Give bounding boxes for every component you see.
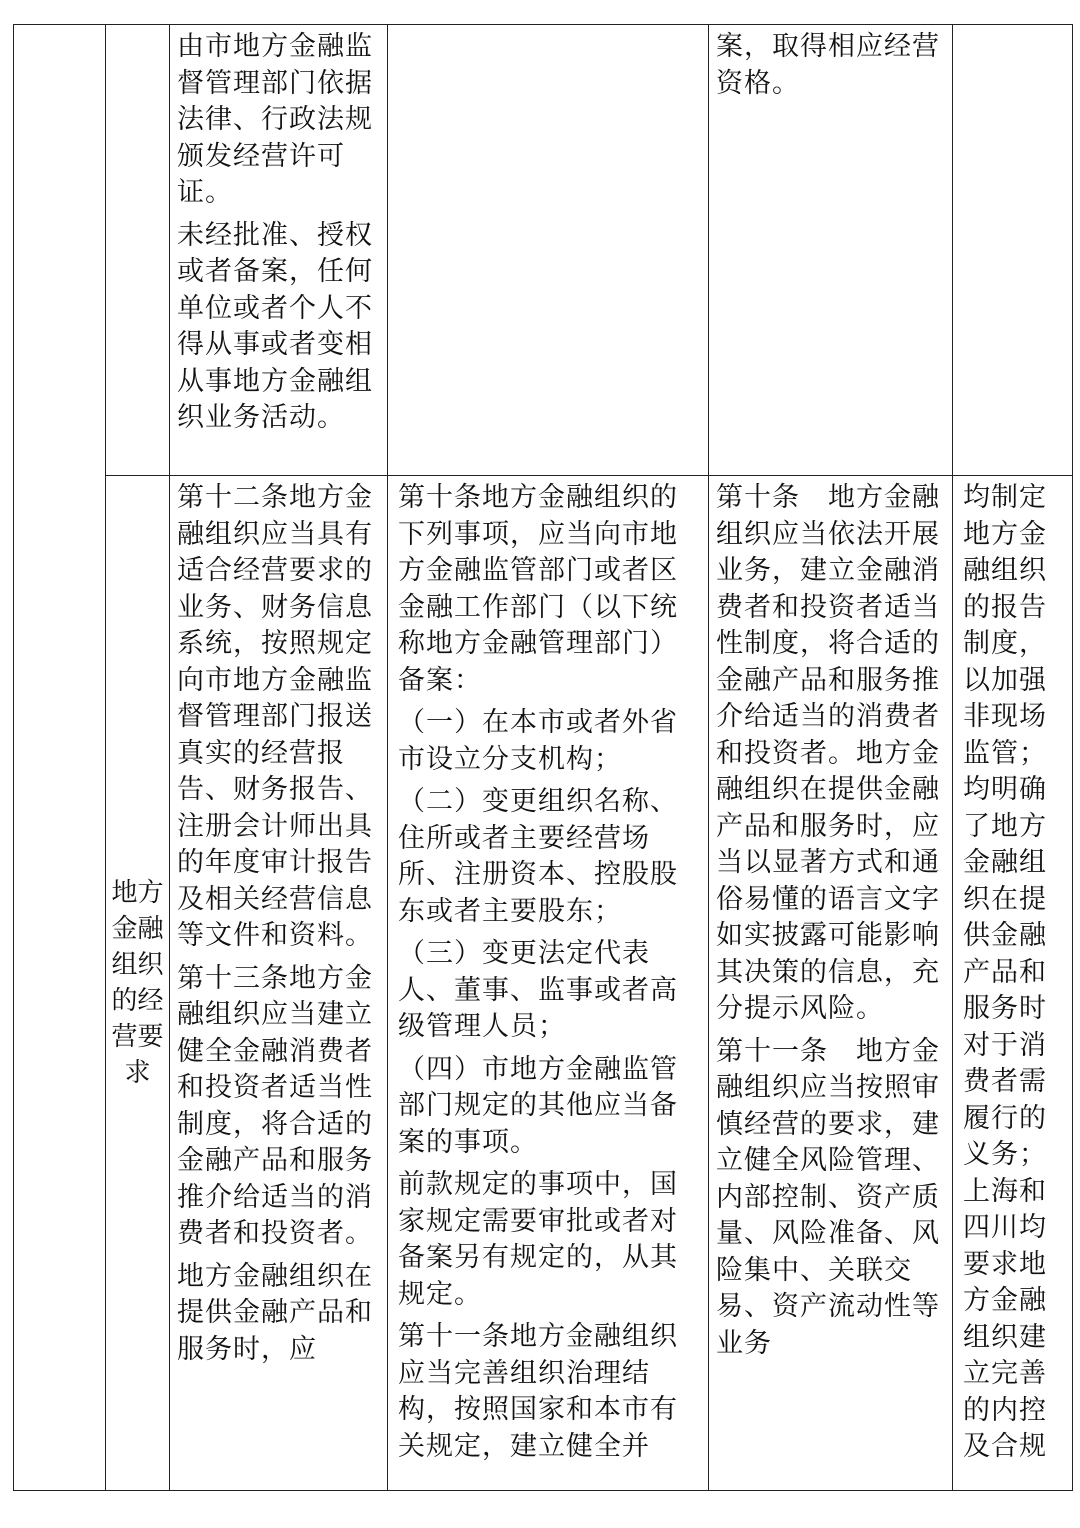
category-cell: 地方金融组织的经营要求 [106, 476, 170, 1491]
paragraph: 第十二条地方金融组织应当具有适合经营要求的业务、财务信息系统，按照规定向市地方金融监督管理部门报送真实的经营报告、财务报告、注册会计师出具的年度审计报告及相关经营信息等文件和资料。 [177, 482, 373, 951]
paragraph: （三）变更法定代表人、董事、监事或者高级管理人员； [398, 938, 678, 1042]
shanghai-cell [170, 476, 388, 1491]
paragraph: 第十三条地方金融组织应当建立健全金融消费者和投资者适当性制度，将合适的金融产品和服务推介给适当的消费者和投资者。 [177, 962, 373, 1249]
table-row [14, 25, 1073, 476]
category-cell [106, 25, 170, 476]
paragraph: 第十条地方金融组织的下列事项，应当向市地方金融监管部门或者区金融工作部门（以下统称地方金融管理部门）备案： [398, 482, 678, 696]
table-row [14, 476, 1073, 1491]
paragraph: 第十一条地方金融组织应当完善组织治理结构，按照国家和本市有关规定，建立健全并 [398, 1321, 678, 1462]
beijing-cell [388, 476, 709, 1491]
paragraph: （二）变更组织名称、住所或者主要经营场所、注册资本、控股股东或者主要股东； [398, 786, 678, 927]
comparison-table [13, 24, 1073, 1491]
paragraph: 前款规定的事项中，国家规定需要审批或者对备案另有规定的，从其规定。 [398, 1169, 678, 1310]
paragraph: （四）市地方金融监管部门规定的其他应当备案的事项。 [398, 1053, 678, 1158]
paragraph: 地方金融组织在提供金融产品和服务时，应 [177, 1260, 373, 1365]
sichuan-cell [709, 476, 953, 1491]
paragraph: 案，取得相应经营资格。 [716, 31, 940, 99]
outer-blank-cell [14, 25, 106, 1491]
paragraph: 未经批准、授权或者备案，任何单位或者个人不得从事或者变相从事地方金融组织业务活动。 [177, 219, 373, 433]
sichuan-cell [709, 25, 953, 476]
paragraph: 第十一条 地方金融组织应当按照审慎经营的要求，建立健全风险管理、内部控制、资产质量、风险准备、风险集中、关联交易、资产流动性等业务 [716, 1035, 940, 1359]
paragraph: 由市地方金融监督管理部门依据法律、行政法规颁发经营许可证。 [177, 31, 373, 208]
comparison-cell [953, 25, 1073, 476]
beijing-cell [388, 25, 709, 476]
paragraph: （一）在本市或者外省市设立分支机构； [398, 707, 678, 775]
shanghai-cell [170, 25, 388, 476]
comparison-cell: 均制定地方金融组织的报告制度，以加强非现场监管；均明确了地方金融组织在提供金融产品和服务时对于消费者需履行的义务；上海和四川均要求地方金融组织建立完善的内控及合规 [953, 476, 1073, 1491]
paragraph: 第十条 地方金融组织应当依法开展业务，建立金融消费者和投资者适当性制度，将合适的金融产品和服务推介给适当的消费者和投资者。地方金融组织在提供金融产品和服务时，应当以显著方式和通俗易懂的语言文字如实披露可能影响其决策的信息，充分提示风险。 [716, 482, 940, 1024]
